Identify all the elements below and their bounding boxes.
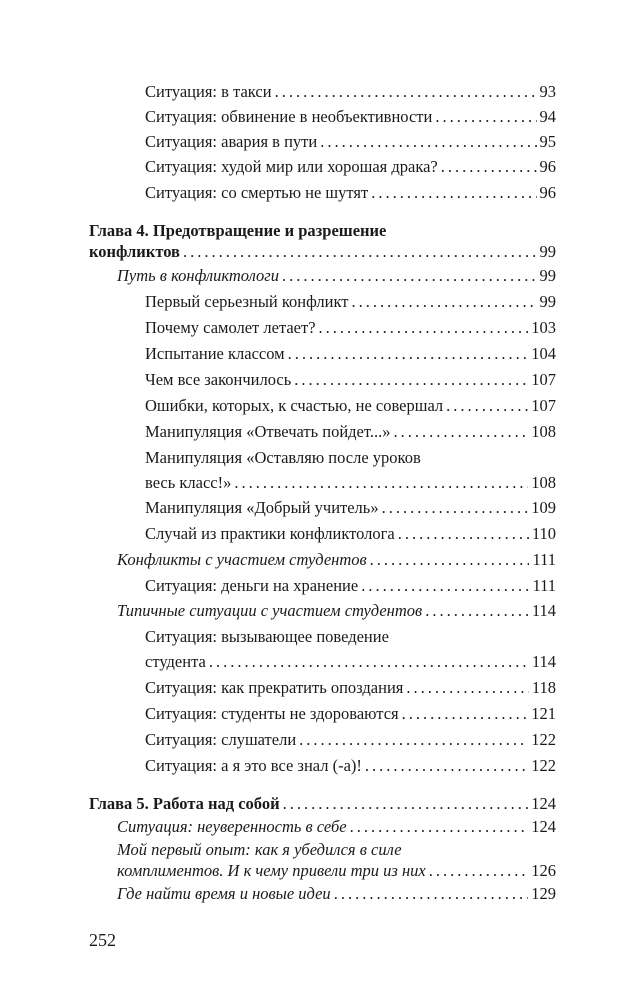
leader-dots	[429, 861, 529, 881]
toc-entry-line: Манипуляция «Оставляю после уроков	[145, 448, 421, 467]
leader-dots	[320, 132, 536, 152]
toc-entry: Испытание классом ..... 104	[145, 344, 556, 364]
toc-entry: Ситуация: авария в пути ..... 95	[145, 132, 556, 152]
toc-entry: Ошибки, которых, к счастью, не совершал ..... 107	[145, 396, 556, 416]
leader-dots	[435, 107, 536, 127]
toc-section: комплиментов. И к чему привели три из них ..... 126	[117, 861, 556, 881]
toc-entry: Ситуация: а я это все знал (-а)! ..... 122	[145, 756, 556, 776]
leader-dots	[398, 524, 529, 544]
toc-entry: Ситуация: обвинение в необъективности ..... 94	[145, 107, 556, 127]
toc-entry: Манипуляция «Отвечать пойдет...» ..... 108	[145, 422, 556, 442]
leader-dots	[350, 817, 529, 837]
leader-dots	[370, 550, 530, 570]
leader-dots	[282, 266, 537, 286]
leader-dots	[183, 242, 537, 262]
toc-section: Путь в конфликтологи ..... 99	[117, 266, 556, 286]
toc-entry: Случай из практики конфликтолога ..... 110	[145, 524, 556, 544]
leader-dots	[283, 794, 529, 814]
leader-dots	[371, 183, 536, 203]
leader-dots	[299, 730, 528, 750]
leader-dots	[209, 652, 529, 672]
toc-entry-line: Ситуация: вызывающее поведение	[145, 627, 389, 646]
leader-dots	[406, 678, 528, 698]
toc-entry: весь класс!» ..... 108	[145, 473, 556, 493]
leader-dots	[294, 370, 528, 390]
toc-entry: Почему самолет летает? ..... 103	[145, 318, 556, 338]
toc-entry: Ситуация: студенты не здороваются ..... 121	[145, 704, 556, 724]
toc-entry: Ситуация: как прекратить опоздания ..... 118	[145, 678, 556, 698]
toc-section: Конфликты с участием студентов ..... 111	[117, 550, 556, 570]
leader-dots	[382, 498, 529, 518]
chapter-5-title: Глава 5. Работа над собой ..... 124	[89, 794, 556, 814]
chapter-4-title-cont: конфликтов ..... 99	[89, 242, 556, 262]
leader-dots	[334, 884, 529, 904]
leader-dots	[351, 292, 536, 312]
toc-entry: Ситуация: деньги на хранение ..... 111	[145, 576, 556, 596]
leader-dots	[425, 601, 529, 621]
toc-section: Где найти время и новые идеи ..... 129	[117, 884, 556, 904]
toc-entry: Ситуация: со смертью не шутят ..... 96	[145, 183, 556, 203]
toc-entry: Манипуляция «Добрый учитель» ..... 109	[145, 498, 556, 518]
toc-entry: Ситуация: в такси ..... 93	[145, 82, 556, 102]
chapter-4-title: Глава 4. Предотвращение и разрешение	[89, 221, 387, 240]
toc-section: Типичные ситуации с участием студентов ..... 114	[117, 601, 556, 621]
leader-dots	[234, 473, 528, 493]
toc-entry: студента ..... 114	[145, 652, 556, 672]
leader-dots	[393, 422, 528, 442]
toc-entry: Ситуация: худой мир или хорошая драка? ..... 96	[145, 157, 556, 177]
leader-dots	[319, 318, 529, 338]
toc-entry: Чем все закончилось ..... 107	[145, 370, 556, 390]
leader-dots	[365, 756, 528, 776]
leader-dots	[446, 396, 528, 416]
leader-dots	[275, 82, 537, 102]
leader-dots	[288, 344, 529, 364]
toc-section-line: Мой первый опыт: как я убедился в силе	[117, 840, 402, 859]
leader-dots	[441, 157, 537, 177]
leader-dots	[402, 704, 529, 724]
page-number: 252	[89, 930, 116, 950]
toc-entry: Первый серьезный конфликт ..... 99	[145, 292, 556, 312]
toc-entry: Ситуация: слушатели ..... 122	[145, 730, 556, 750]
leader-dots	[361, 576, 529, 596]
toc-section: Ситуация: неуверенность в себе ..... 124	[117, 817, 556, 837]
